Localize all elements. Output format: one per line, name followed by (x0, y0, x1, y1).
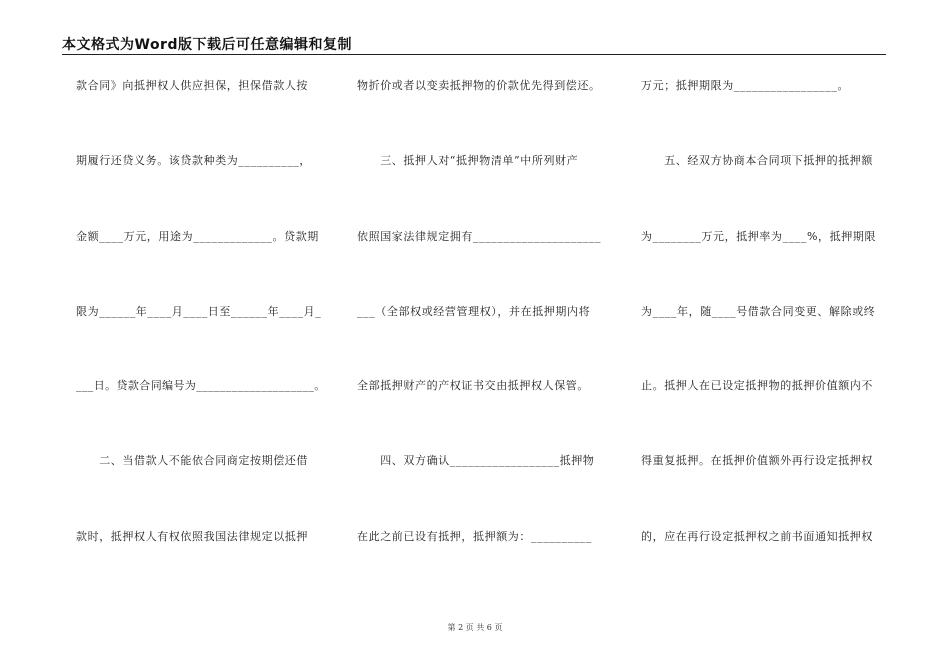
text-line: 全部抵押财产的产权证书交由抵押权人保管。 (357, 379, 589, 392)
text-line: 款时，抵押权人有权依照我国法律规定以抵押 (76, 530, 308, 543)
text-line: 万元；抵押期限为_________________。 (641, 79, 850, 92)
text-line: 四、双方确认__________________抵押物 (357, 454, 595, 467)
text-line: 止。抵押人在已设定抵押物的抵押价值额内不 (641, 379, 873, 392)
page-number: 第 2 页 共 6 页 (447, 623, 503, 632)
text-line: 的，应在再行设定抵押权之前书面通知抵押权 (641, 530, 873, 543)
text-line: 得重复抵押。在抵押价值额外再行设定抵押权 (641, 454, 873, 467)
text-line: 三、抵押人对“抵押物清单”中所列财产 (357, 154, 579, 167)
header-title: 本文格式为Word版下载后可任意编辑和复制 (62, 37, 352, 53)
text-line: 五、经双方协商本合同项下抵押的抵押额 (641, 154, 873, 167)
text-line: ___日。贷款合同编号为____________________。 (76, 379, 326, 392)
text-line: 为____年，随____号借款合同变更、解除或终 (641, 305, 876, 318)
text-line: 限为______年____月____日至______年____月_ (76, 305, 322, 318)
text-line: 在此之前已设有抵押，抵押额为：__________ (357, 530, 592, 543)
text-line: 依照国家法律规定拥有_____________________ (357, 230, 602, 243)
text-line: 为________万元，抵押率为____%，抵押期限 (641, 230, 877, 243)
text-line: 二、当借款人不能依合同商定按期偿还借 (76, 454, 308, 467)
page-header (62, 30, 886, 55)
text-line: 款合同》向抵押权人供应担保，担保借款人按 (76, 79, 308, 92)
text-line: ___（全部权或经营管理权），并在抵押期内将 (357, 305, 591, 318)
text-line: 金额____万元，用途为_____________。贷款期 (76, 230, 319, 243)
text-line: 物折价或者以变卖抵押物的价款优先得到偿还。 (357, 79, 601, 92)
text-line: 期履行还贷义务。该贷款种类为__________， (76, 154, 311, 167)
